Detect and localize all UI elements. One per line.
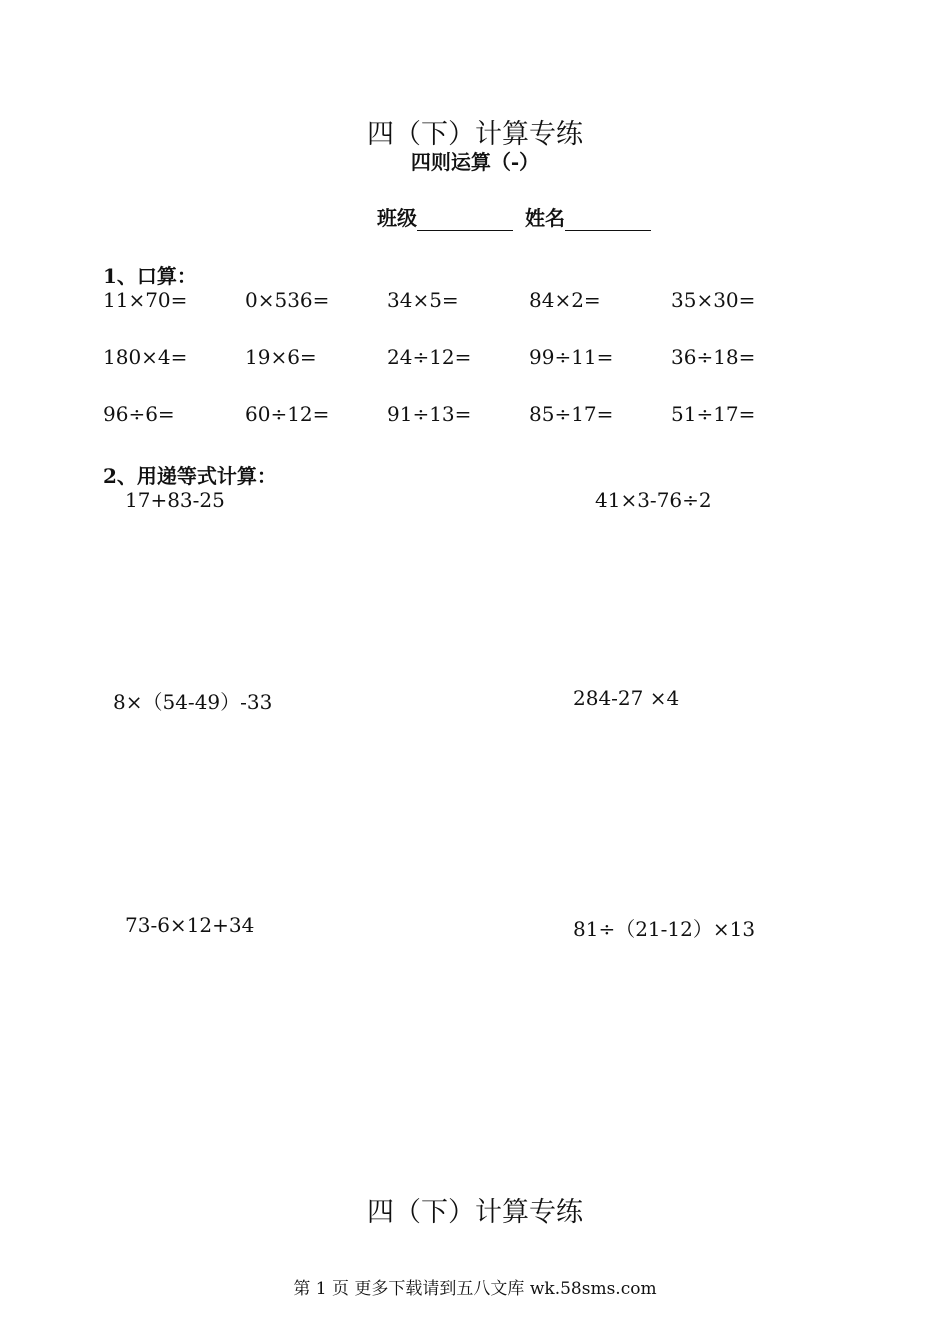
page-footer: 第 1 页 更多下载请到五八文库 wk.58sms.com: [293, 1279, 657, 1299]
mental-math-item: 84×2=: [529, 288, 601, 312]
mental-math-item: 99÷11=: [529, 345, 614, 369]
mental-math-item: 24÷12=: [387, 345, 472, 369]
mental-math-item: 19×6=: [245, 345, 317, 369]
mental-math-grid: [103, 288, 813, 459]
mental-math-item: 51÷17=: [671, 402, 756, 426]
mental-math-item: 11×70=: [103, 288, 188, 312]
step-problem-2: 41×3-76÷2: [595, 488, 712, 512]
step-problem-4: 284-27 ×4: [573, 686, 680, 710]
mental-math-item: 35×30=: [671, 288, 756, 312]
mental-math-row: [103, 402, 813, 459]
name-label: 姓名: [525, 206, 565, 230]
name-blank[interactable]: [565, 208, 651, 231]
mental-math-item: 96÷6=: [103, 402, 175, 426]
next-page-title: 四（下）计算专练: [367, 1197, 583, 1228]
mental-math-row: [103, 288, 813, 345]
mental-math-item: 36÷18=: [671, 345, 756, 369]
section1-heading: 1、口算：: [103, 264, 197, 288]
step-problem-5: 73-6×12+34: [125, 913, 255, 937]
student-info-line: [377, 202, 651, 231]
class-blank[interactable]: [417, 208, 513, 231]
page-title: 四（下）计算专练: [367, 119, 583, 150]
mental-math-item: 34×5=: [387, 288, 459, 312]
step-problem-6: 81÷（21-12）×13: [573, 917, 756, 941]
mental-math-item: 60÷12=: [245, 402, 330, 426]
mental-math-item: 180×4=: [103, 345, 188, 369]
mental-math-item: 0×536=: [245, 288, 330, 312]
mental-math-row: [103, 345, 813, 402]
step-problem-3: 8×（54-49）-33: [113, 690, 273, 714]
mental-math-item: 85÷17=: [529, 402, 614, 426]
step-problem-1: 17+83-25: [125, 488, 225, 512]
section2-heading: 2、用递等式计算：: [103, 464, 277, 488]
mental-math-item: 91÷13=: [387, 402, 472, 426]
class-label: 班级: [377, 206, 417, 230]
page-subtitle: 四则运算（-）: [410, 150, 540, 174]
